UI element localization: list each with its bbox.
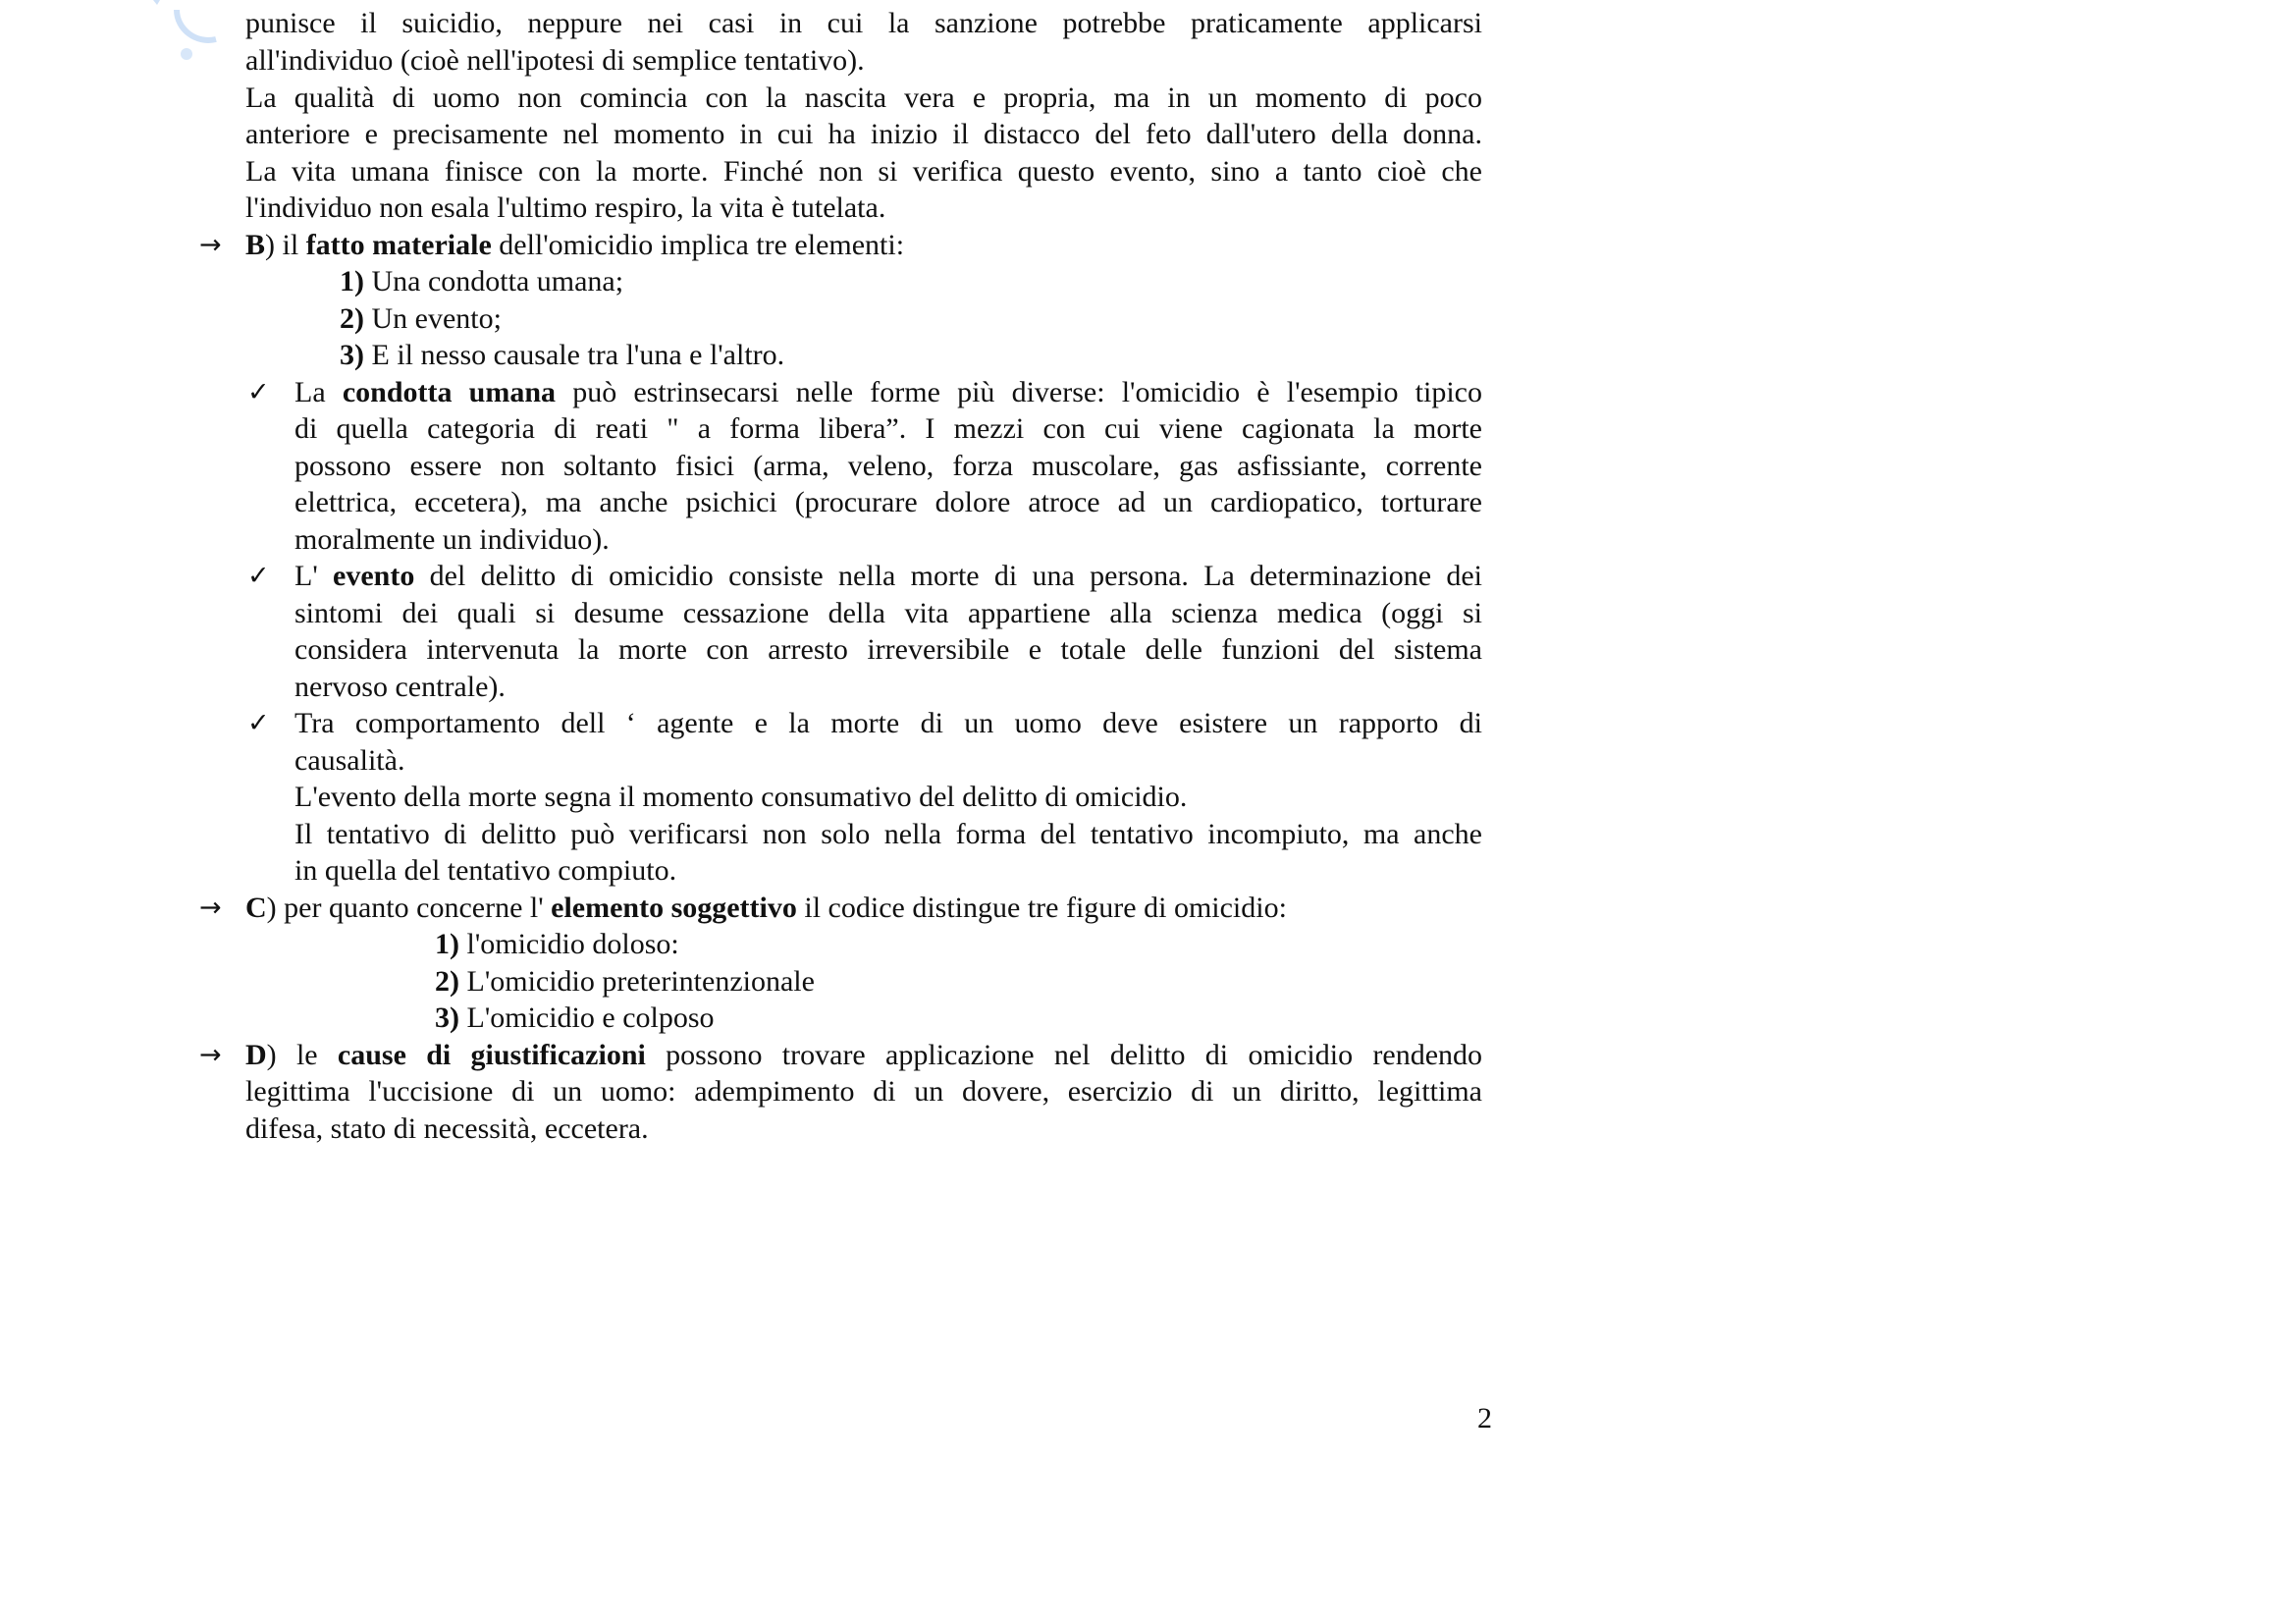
paragraph-line: La qualità di uomo non comincia con la nascita vera e propria, ma in un momento di poco <box>245 81 1482 114</box>
paragraph-line <box>294 558 1482 594</box>
paragraph-line: legittima l'uccisione di un uomo: adempimento di un dovere, esercizio di un diritto, legittima <box>245 1075 1482 1108</box>
list-text: L'omicidio preterintenzionale <box>459 965 815 998</box>
paragraph-line: considera intervenuta la morte con arresto irreversibile e totale delle funzioni del sistema <box>294 633 1482 666</box>
text-run: La <box>294 376 343 408</box>
bold-term: evento <box>333 560 415 592</box>
section-d-heading <box>245 1037 1482 1073</box>
paragraph-line: punisce il suicidio, neppure nei casi in cui la sanzione potrebbe praticamente applicarsi <box>245 7 1482 39</box>
checkmark-bullet-icon: ✓ <box>247 561 270 591</box>
paragraph-line: sintomi dei quali si desume cessazione della vita appartiene alla scienza medica (oggi si <box>294 597 1482 629</box>
list-number: 1) <box>340 265 364 298</box>
paragraph-line: Il tentativo di delitto può verificarsi non solo nella forma del tentativo incompiuto, ma anche <box>294 818 1482 850</box>
section-letter: B <box>245 229 266 261</box>
list-number: 2) <box>435 965 459 998</box>
paragraph-line: L'evento della morte segna il momento consumativo del delitto di omicidio. <box>294 781 1188 813</box>
list-number: 1) <box>435 928 459 960</box>
text-run: può estrinsecarsi nelle forme più diverse: l'omicidio è l'esempio tipico <box>556 376 1482 408</box>
paragraph-line: possono essere non soltanto fisici (arma, veleno, forza muscolare, gas asfissiante, corrente <box>294 450 1482 482</box>
heading-bold-term: elemento soggettivo <box>551 892 797 924</box>
checkmark-bullet-icon: ✓ <box>247 377 270 407</box>
list-text: Un evento; <box>364 302 502 335</box>
heading-text: dell'omicidio implica tre elementi: <box>491 229 905 261</box>
list-text: l'omicidio doloso: <box>459 928 679 960</box>
paragraph-line: di quella categoria di reati " a forma libera”. I mezzi con cui viene cagionata la morte <box>294 412 1482 445</box>
arrow-bullet-icon: → <box>199 1040 222 1070</box>
watermark-logo-icon <box>118 0 245 79</box>
section-letter: C <box>245 892 267 924</box>
paragraph-line: anteriore e precisamente nel momento in cui ha inizio il distacco del feto dall'utero della donna. <box>245 118 1482 150</box>
section-paren: ) <box>266 1039 277 1071</box>
paragraph-line: difesa, stato di necessità, eccetera. <box>245 1112 649 1145</box>
list-item <box>435 963 815 1000</box>
section-paren: ) <box>265 229 276 261</box>
list-item <box>340 263 623 299</box>
paragraph-line: Tra comportamento dell ‘ agente e la morte di un uomo deve esistere un rapporto di <box>294 707 1482 739</box>
paragraph-line: all'individuo (cioè nell'ipotesi di semplice tentativo). <box>245 44 865 77</box>
list-number: 2) <box>340 302 364 335</box>
list-item <box>340 300 502 337</box>
paragraph-line: nervoso centrale). <box>294 671 506 703</box>
paragraph-line: in quella del tentativo compiuto. <box>294 854 677 887</box>
paragraph-line: La vita umana finisce con la morte. Finché non si verifica questo evento, sino a tanto cioè che <box>245 155 1482 188</box>
list-text: L'omicidio e colposo <box>459 1001 715 1034</box>
text-run: L' <box>294 560 334 592</box>
section-paren: ) <box>266 892 277 924</box>
paragraph-line <box>294 374 1482 410</box>
section-letter: D <box>245 1039 267 1071</box>
arrow-bullet-icon: → <box>199 893 222 923</box>
list-item <box>340 337 784 373</box>
arrow-bullet-icon: → <box>199 230 222 260</box>
heading-text: il codice distingue tre figure di omicidio: <box>796 892 1287 924</box>
list-number: 3) <box>435 1001 459 1034</box>
heading-text: il <box>275 229 306 261</box>
list-text: E il nesso causale tra l'una e l'altro. <box>364 339 785 371</box>
section-c-heading <box>245 890 1287 926</box>
paragraph-line: causalità. <box>294 744 405 777</box>
checkmark-bullet-icon: ✓ <box>247 708 270 738</box>
list-number: 3) <box>340 339 364 371</box>
section-b-heading <box>245 227 904 263</box>
paragraph-line: l'individuo non esala l'ultimo respiro, la vita è tutelata. <box>245 191 886 224</box>
text-run: del delitto di omicidio consiste nella morte di una persona. La determinazione dei <box>414 560 1482 592</box>
list-text: Una condotta umana; <box>364 265 624 298</box>
list-item <box>435 926 679 962</box>
heading-text: possono trovare applicazione nel delitto di omicidio rendendo <box>645 1039 1483 1071</box>
heading-text: le <box>276 1039 338 1071</box>
bold-term: condotta umana <box>342 376 557 408</box>
list-item <box>435 1000 715 1036</box>
paragraph-line: elettrica, eccetera), ma anche psichici (procurare dolore atroce ad un cardiopatico, torturare <box>294 486 1482 518</box>
page-number: 2 <box>1477 1402 1492 1434</box>
heading-bold-term: cause di giustificazioni <box>337 1039 646 1071</box>
heading-bold-term: fatto materiale <box>305 229 492 261</box>
paragraph-line: moralmente un individuo). <box>294 523 610 556</box>
heading-text: per quanto concerne l' <box>276 892 552 924</box>
